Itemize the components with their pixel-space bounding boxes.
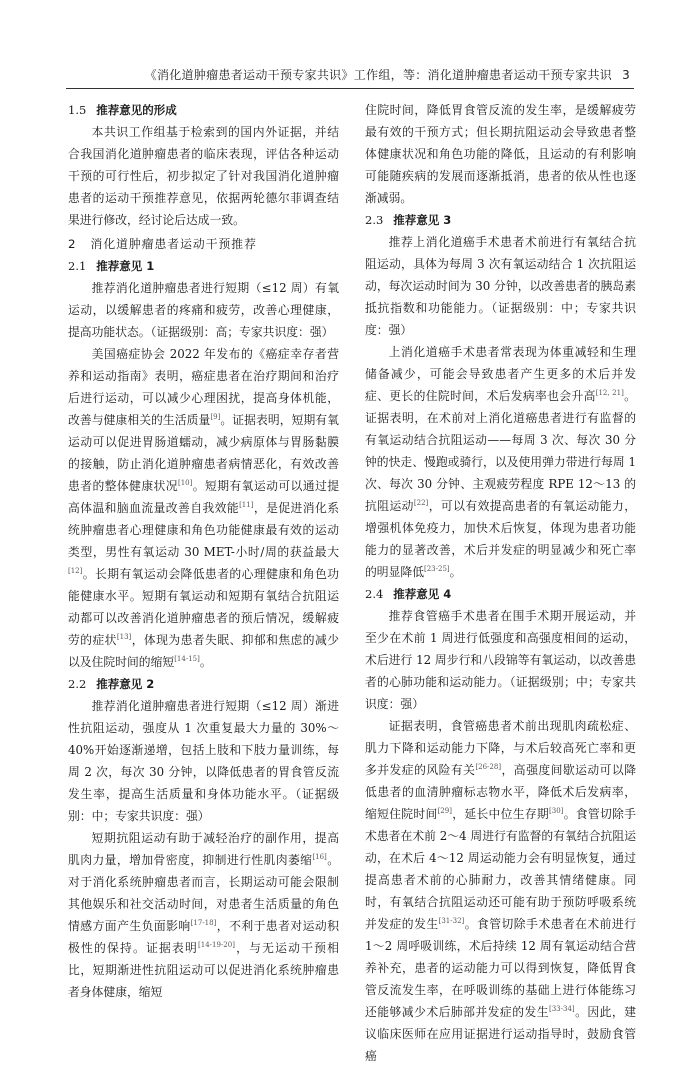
right-column <box>365 99 636 1067</box>
left-column <box>68 99 339 1003</box>
section-2-3-heading: 2.3 推荐意见 3 <box>365 213 452 227</box>
citation[interactable]: [14-19-20] <box>198 941 235 950</box>
citation[interactable]: [11] <box>239 501 254 510</box>
citation[interactable]: [10] <box>177 479 193 488</box>
section-1-5-heading: 1.5 推荐意见的形成 <box>68 103 177 117</box>
section-2-2-heading: 2.2 推荐意见 2 <box>68 677 155 691</box>
citation[interactable]: [26-28] <box>475 763 502 772</box>
section-2-4-heading: 2.4 推荐意见 4 <box>365 587 452 601</box>
paragraph: 美国癌症协会 2022 年发布的《癌症幸存者营养和运动指南》表明，癌症患者在治疗期间和治疗后进行运动，可以减少心理困扰，提高身体机能，改善与健康相关的生活质量[9]。证据表明，短期有氧运动可以促进胃肠道蠕动，减少病原体与胃肠黏膜的接触，防止消化道肿瘤患者病情恶化，有效改善患者的整体健康状况[10]。短期有氧运动可以通过提高体温和脑血流量改善自我效能[11]，是促进消化系统肿瘤患者心理健康和角色功能健康最有效的运动类型，男性有氧运动 30 MET-小时/周的获益最大[12]。长期有氧运动会降低患者的心理健康和角色功能健康水平。短期有氧运动和短期有氧结合抗阻运动都可以改善消化道肿瘤患者的预后情况，缓解疲劳的症状[13]，体现为患者失眠、抑郁和焦虑的减少以及住院时间的缩短[14-15]。 <box>68 347 339 669</box>
section-2-heading: 2 消化道肿瘤患者运动干预推荐 <box>68 237 257 251</box>
recommendation-text: 推荐食管癌手术患者在围手术期开展运动，并至少在术前 1 周进行低强度和高强度相间的运动，术后进行 12 周步行和八段锦等有氧运动，以改善患者的心肺功能和运动能力。（证据级别；中；专家共识度：强） <box>365 609 636 711</box>
citation[interactable]: [14-15] <box>174 655 200 664</box>
citation[interactable]: [12, 21] <box>595 389 624 398</box>
recommendation-text: 推荐上消化道癌手术患者术前进行有氧结合抗阻运动，具体为每周 3 次有氧运动结合 1 次抗阻运动，每次运动时间为 30 分钟，以改善患者的胰岛素抵抗指数和功能能力。（证据级别：中；专家共识度：强） <box>365 235 636 337</box>
citation[interactable]: [22] <box>413 499 429 508</box>
paragraph: 短期抗阻运动有助于减轻治疗的副作用，提高肌肉力量，增加骨密度，抑制进行性肌肉萎缩[16]。对于消化系统肿瘤患者而言，长期运动可能会限制其他娱乐和社交活动时间，对患者生活质量的角色情感方面产生负面影响[17-18]，不利于患者对运动积极性的保持。证据表明[14-19-20]，与无运动干预相比，短期渐进性抗阻运动可以促进消化系统肿瘤患者身体健康，缩短 <box>68 831 339 999</box>
paragraph: 上消化道癌手术患者常表现为体重减轻和生理储备减少，可能会导致患者产生更多的术后并发症、更长的住院时间，术后发病率也会升高[12, 21]。证据表明，在术前对上消化道癌患者进行有监督的有氧运动结合抗阻运动——每周 3 次、每次 30 分钟的快走、慢跑或骑行，以及使用弹力带进行每周 1 次、每次 30 分钟、主观疲劳程度 RPE 12～13 的抗阻运动[22]，可以有效提高患者的有氧运动能力，增强机体免疫力，加快术后恢复，体现为患者功能能力的显著改善，术后并发症的明显减少和死亡率的明显降低[23-25]。 <box>365 345 636 579</box>
citation[interactable]: [13] <box>116 633 132 642</box>
citation[interactable]: [33-34] <box>549 1005 575 1014</box>
citation[interactable]: [9] <box>210 413 221 422</box>
page-number: 3 <box>622 68 630 82</box>
citation[interactable]: [23-25] <box>424 565 450 574</box>
recommendation-text: 推荐消化道肿瘤患者进行短期（≤12 周）渐进性抗阻运动，强度从 1 次重复最大力量的 30%～40%开始逐渐递增，包括上肢和下肢力量训练，每周 2 次，每次 30 分钟，以降低患者的胃食管反流发生率，提高生活质量和身体功能水平。（证据级别：中；专家共识度：强） <box>68 699 339 823</box>
running-title: 《消化道肿瘤患者运动干预专家共识》工作组，等：消化道肿瘤患者运动干预专家共识 <box>144 68 613 82</box>
running-header <box>66 66 630 83</box>
section-2-1-heading: 2.1 推荐意见 1 <box>68 259 155 273</box>
citation[interactable]: [16] <box>312 853 327 862</box>
citation[interactable]: [17-18] <box>190 919 217 928</box>
citation[interactable]: [31-32] <box>438 917 465 926</box>
header-rule <box>66 88 634 89</box>
citation[interactable]: [12] <box>68 567 83 576</box>
citation[interactable]: [29] <box>437 807 452 816</box>
paragraph: 证据表明，食管癌患者术前出现肌肉疏松症、肌力下降和运动能力下降，与术后较高死亡率和更多并发症的风险有关[26-28]，高强度间歇运动可以降低患者的血清肿瘤标志物水平，降低术后发病率，缩短住院时间[29]，延长中位生存期[30]。食管切除手术患者在术前 2～4 周进行有监督的有氧结合抗阻运动，在术后 4～12 周运动能力会有明显恢复，通过提高患者术前的心肺耐力，改善其情绪健康。同时，有氧结合抗阻运动还可能有助于预防呼吸系统并发症的发生[31-32]。食管切除手术患者在术前进行 1～2 周呼吸训练，术后持续 12 周有氧运动结合营养补充，患者的运动能力可以得到恢复，降低胃食管反流发生率，在呼吸训练的基础上进行体能练习还能够减少术后肺部并发症的发生[33-34]。因此，建议临床医师在应用证据进行运动指导时，鼓励食管癌 <box>365 719 636 1063</box>
paragraph: 本共识工作组基于检索到的国内外证据，并结合我国消化道肿瘤患者的临床表现，评估各种运动干预的可行性后，初步拟定了针对我国消化道肿瘤患者的运动干预推荐意见，依据两轮德尔菲调查结果进行修改，经讨论后达成一致。 <box>68 125 339 227</box>
citation[interactable]: [30] <box>549 807 564 816</box>
paragraph-continued: 住院时间，降低胃食管反流的发生率，是缓解疲劳最有效的干预方式；但长期抗阻运动会导致患者整体健康状况和角色功能的降低，且运动的有利影响可能随疾病的发展而逐渐抵消，患者的依从性也逐渐减弱。 <box>365 103 636 205</box>
recommendation-text: 推荐消化道肿瘤患者进行短期（≤12 周）有氧运动，以缓解患者的疼痛和疲劳，改善心理健康，提高功能状态。（证据级别：高；专家共识度：强） <box>68 281 339 339</box>
